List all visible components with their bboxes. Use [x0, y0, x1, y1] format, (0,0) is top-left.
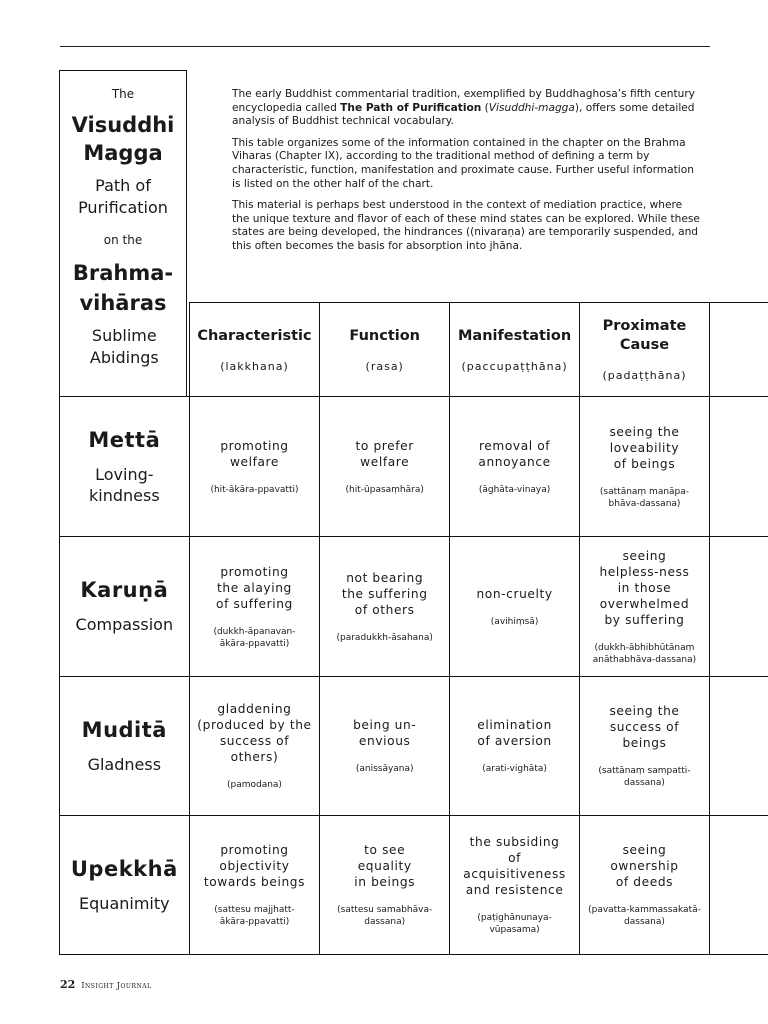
cell-pali: (sattānaṃ sampatti-dassana)	[598, 766, 691, 788]
table-cell	[450, 537, 580, 677]
cell-pali: (sattesu samabhāva-dassana)	[337, 905, 433, 927]
header-pali: (lakkhana)	[220, 359, 289, 373]
header-label: Proximate Cause	[602, 318, 687, 353]
row-subtitle: Equanimity	[79, 893, 170, 913]
cell-pali: (hit-ūpasaṃhāra)	[345, 484, 424, 495]
journal-name: Insight Journal	[81, 981, 152, 990]
row-name-cell	[60, 816, 190, 955]
title-visuddhi: Visuddhi	[71, 113, 175, 137]
page-footer	[60, 978, 152, 991]
cell-text: not bearing the suffering of others	[341, 570, 428, 617]
subtitle-path-of: Path of	[95, 176, 151, 195]
row-subtitle: Compassion	[75, 615, 174, 634]
intro-text	[232, 88, 702, 262]
cell-text: promoting the alaying of suffering	[216, 564, 293, 611]
intro-paragraph-2: This table organizes some of the information contained in the chapter on the Brahma Viharas (Chapter IX), according to the traditional method of defining a term by characteristic, function, manifestation and proximate cause. Further useful information is listed on the other half of the chart.	[232, 136, 694, 190]
cell-text: non-cruelty	[476, 586, 553, 601]
cell-text: to see equality in beings	[354, 843, 416, 889]
table-cell	[580, 537, 710, 677]
title-viharas: vihāras	[79, 291, 167, 315]
table-cell	[320, 537, 450, 677]
cell-pali: (dukkh-āpanavan-ākāra-ppavatti)	[213, 626, 296, 649]
empty-cell	[709, 397, 768, 537]
empty-cell	[709, 537, 768, 677]
subtitle-abidings: Abidings	[89, 347, 159, 367]
header-characteristic	[189, 303, 320, 397]
row-name: Mettā	[88, 427, 161, 452]
header-row	[60, 303, 768, 397]
title-brahma: Brahma-	[72, 261, 174, 285]
cell-text: elimination of aversion	[477, 718, 552, 748]
row-name: Muditā	[81, 717, 167, 742]
empty-cell	[709, 816, 768, 955]
header-label: Function	[349, 327, 421, 344]
table-cell	[189, 816, 320, 955]
row-name: Upekkhā	[70, 856, 178, 881]
table-row	[60, 677, 768, 816]
row-name-cell	[60, 537, 190, 677]
row-name-cell	[60, 397, 190, 537]
intro-p1-end: ), offers some detailed analysis of Buddhist technical vocabulary.	[232, 101, 695, 128]
cell-text: seeing helpless-ness in those overwhelmed by suffering	[599, 548, 690, 627]
cell-text: removal of annoyance	[478, 438, 551, 469]
book-title: The Path of Purification	[340, 101, 482, 114]
table-cell	[320, 677, 450, 816]
sublime-abidings-cell	[60, 303, 190, 397]
header-empty-cell	[709, 303, 768, 397]
cell-pali: (avihiṃsā)	[490, 616, 539, 627]
table-row	[60, 537, 768, 677]
intro-p1-text: The early Buddhist commentarial tradition, exemplified by Buddhaghosa’s fifth century encyclopedia called	[232, 88, 695, 114]
table-cell	[320, 816, 450, 955]
cell-text: seeing the success of beings	[609, 704, 680, 750]
table-cell	[450, 397, 580, 537]
cell-text: to prefer welfare	[355, 438, 414, 469]
table-cell	[189, 397, 320, 537]
cell-pali: (āghāta-vinaya)	[478, 484, 551, 495]
cell-text: promoting objectivity towards beings	[203, 843, 306, 889]
cell-pali: (hit-ākāra-ppavatti)	[210, 484, 299, 495]
intro-paragraph-1	[232, 88, 702, 129]
table-cell	[580, 816, 710, 955]
cell-pali: (sattesu majjhatt-ākāra-ppavatti)	[214, 905, 295, 927]
row-subtitle: Gladness	[87, 754, 162, 774]
cell-pali: (paṭighānunaya-vūpasama)	[477, 913, 552, 935]
cell-text: seeing ownership of deeds	[610, 843, 679, 889]
header-label: Characteristic	[197, 327, 312, 344]
intro-p1-paren: (	[481, 101, 489, 114]
subtitle-sublime: Sublime	[91, 325, 157, 345]
cell-pali: (dukkh-ābhibhūtānaṃ anāthabhāva-dassana)	[592, 642, 697, 665]
header-pali: (paccupaṭṭhāna)	[461, 359, 568, 373]
book-pali-title: Visuddhi-magga	[488, 101, 575, 114]
row-subtitle: Loving-kindness	[88, 464, 160, 505]
cell-text: being un-envious	[353, 718, 417, 748]
table-cell	[450, 677, 580, 816]
row-name: Karuṇā	[80, 578, 169, 602]
empty-cell	[709, 677, 768, 816]
cell-pali: (anissāyana)	[355, 764, 414, 774]
table-cell	[320, 397, 450, 537]
cell-text: gladdening (produced by the success of others)	[197, 702, 312, 764]
header-proximate-cause	[580, 303, 710, 397]
top-rule	[60, 46, 710, 47]
table-row	[60, 816, 768, 955]
table-cell	[450, 816, 580, 955]
row-name-cell	[60, 677, 190, 816]
header-label: Manifestation	[457, 327, 572, 344]
cell-pali: (pamodana)	[226, 780, 282, 790]
cell-pali: (paradukkh-āsahana)	[336, 632, 433, 643]
cell-text: promoting welfare	[220, 438, 289, 469]
subtitle-purification: Purification	[78, 198, 168, 217]
cell-pali: (sattānaṃ manāpa-bhāva-dassana)	[599, 486, 690, 509]
table-cell	[580, 677, 710, 816]
cell-pali: (pavatta-kammassakatā-dassana)	[588, 905, 701, 927]
table-cell	[189, 677, 320, 816]
header-pali: (rasa)	[365, 359, 404, 373]
cell-text: the subsiding of acquisitiveness and resistence	[463, 835, 566, 897]
page-number: 22	[60, 978, 76, 991]
title-magga: Magga	[83, 141, 163, 165]
table-row	[60, 397, 768, 537]
header-pali: (padaṭṭhāna)	[602, 369, 687, 382]
table-cell	[580, 397, 710, 537]
intro-paragraph-3: This material is perhaps best understood in the context of mediation practice, where the unique texture and flavor of each of these mind states can be explored. While these states are being developed, the hindrances ((nivaraṇa) are temporarily suspended, and this often becomes the basis for absorption into jhāna.	[232, 199, 700, 252]
table-cell	[189, 537, 320, 677]
header-function	[320, 303, 450, 397]
header-manifestation	[450, 303, 580, 397]
title-on-the: on the	[103, 233, 143, 247]
brahma-vihara-table	[59, 302, 768, 955]
cell-text: seeing the loveability of beings	[609, 424, 680, 471]
cell-pali: (arati-vighāta)	[482, 764, 547, 774]
title-the: The	[111, 87, 135, 101]
